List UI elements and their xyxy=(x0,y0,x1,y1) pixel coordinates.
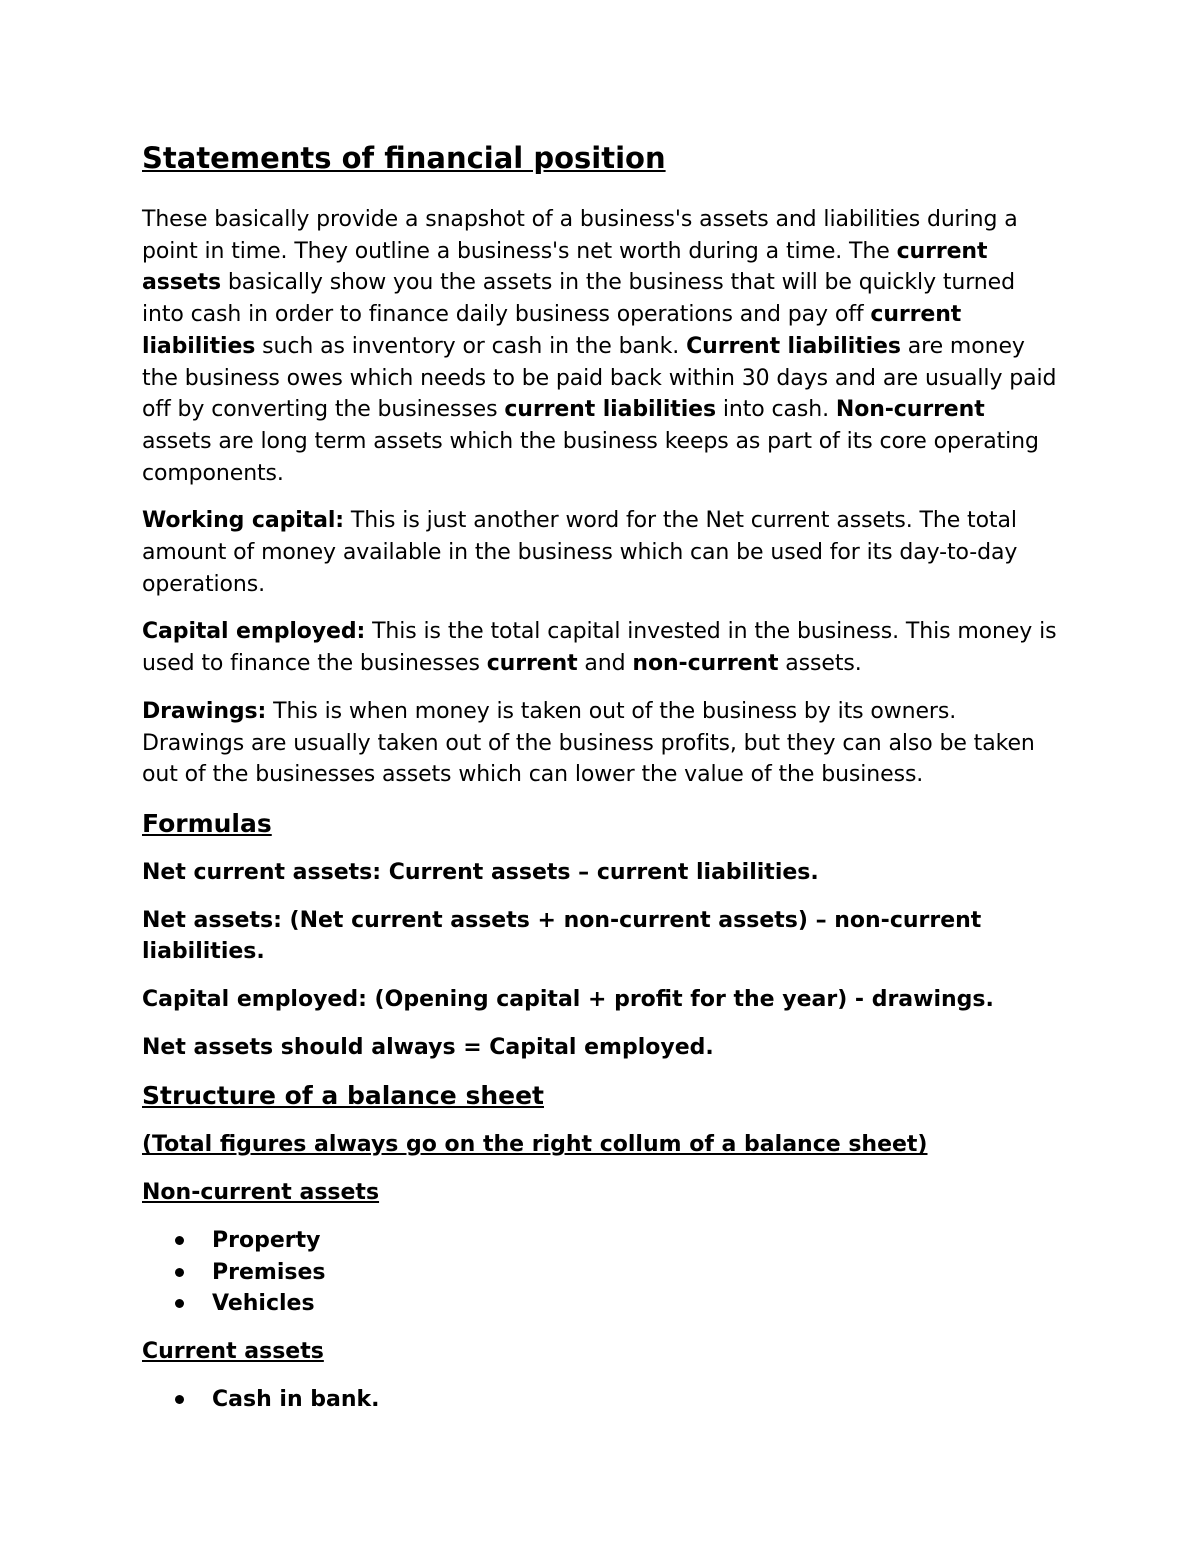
intro-text-3: such as inventory or cash in the bank. xyxy=(255,333,687,359)
capital-employed-text-1: This is the total capital invested in the business. This money is used to finance the businesses xyxy=(142,619,1057,677)
list-item-label: Cash in bank. xyxy=(212,1386,380,1412)
capital-employed-label: Capital employed: xyxy=(142,619,366,645)
intro-text-5: into cash. xyxy=(715,397,836,423)
intro-text-2: basically show you the assets in the business that will be quickly turned into cash in order to finance daily business operations and pay off xyxy=(142,270,1015,328)
formula-capital-employed: Capital employed: (Opening capital + profit for the year) - drawings. xyxy=(142,987,994,1013)
intro-text-1: These basically provide a snapshot of a business's assets and liabilities during a point in time. They outline a business's net worth during a time. The xyxy=(142,207,1018,264)
formula-net-assets: Net assets: (Net current assets + non-current assets) – non-current liabilities. xyxy=(142,907,982,965)
capital-employed-text-2: and xyxy=(577,651,633,677)
working-capital-paragraph xyxy=(142,505,1060,600)
current-assets-heading: Current assets xyxy=(142,1338,324,1364)
drawings-text: This is when money is taken out of the business by its owners. Drawings are usually taken out of the business profits, but they can also be taken out of the businesses assets which can lower the value of the business. xyxy=(142,698,1035,788)
working-capital-label: Working capital: xyxy=(142,508,344,534)
list-item xyxy=(142,1288,1060,1320)
formula-net-current-assets: Net current assets: Current assets – current liabilities. xyxy=(142,859,819,885)
structure-heading: Structure of a balance sheet xyxy=(142,1081,544,1111)
list-item xyxy=(142,1384,1060,1416)
intro-text-4: are money the business owes which needs to be paid back within 30 days and are usually paid off by converting the businesses xyxy=(142,333,1057,423)
bullet-icon xyxy=(175,1236,184,1245)
bullet-icon xyxy=(175,1395,184,1404)
intro-bold-current-liabilities-3: current liabilities xyxy=(504,397,716,423)
capital-employed-bold-non-current: non-current xyxy=(632,651,779,677)
formulas-heading: Formulas xyxy=(142,808,272,838)
drawings-label: Drawings: xyxy=(142,698,267,724)
list-item xyxy=(142,1257,1060,1289)
intro-bold-current-assets: current assets xyxy=(142,238,988,296)
list-item-label: Vehicles xyxy=(212,1291,315,1317)
non-current-assets-heading: Non-current assets xyxy=(142,1180,380,1206)
bullet-icon xyxy=(175,1299,184,1308)
capital-employed-paragraph xyxy=(142,616,1060,679)
structure-note: (Total figures always go on the right collum of a balance sheet) xyxy=(142,1132,928,1158)
bullet-icon xyxy=(175,1268,184,1277)
formula-net-assets-equals: Net assets should always = Capital employed. xyxy=(142,1034,714,1060)
intro-bold-non-current: Non-current xyxy=(835,397,985,423)
list-item xyxy=(142,1225,1060,1257)
list-item-label: Premises xyxy=(212,1259,326,1285)
intro-bold-current-liabilities: current liabilities xyxy=(142,302,962,359)
page-title: Statements of financial position xyxy=(142,141,666,175)
current-assets-list xyxy=(142,1384,1060,1416)
list-item-label: Property xyxy=(212,1227,321,1253)
intro-paragraph xyxy=(142,204,1060,489)
non-current-assets-list xyxy=(142,1225,1060,1320)
working-capital-text: This is just another word for the Net current assets. The total amount of money available in the business which can be used for its day-to-day operations. xyxy=(142,508,1018,597)
drawings-paragraph xyxy=(142,696,1060,791)
intro-text-6: assets are long term assets which the business keeps as part of its core operating components. xyxy=(142,428,1039,486)
intro-bold-current-liabilities-2: Current liabilities xyxy=(686,333,901,359)
capital-employed-text-3: assets. xyxy=(778,651,862,677)
capital-employed-bold-current: current xyxy=(486,651,578,677)
